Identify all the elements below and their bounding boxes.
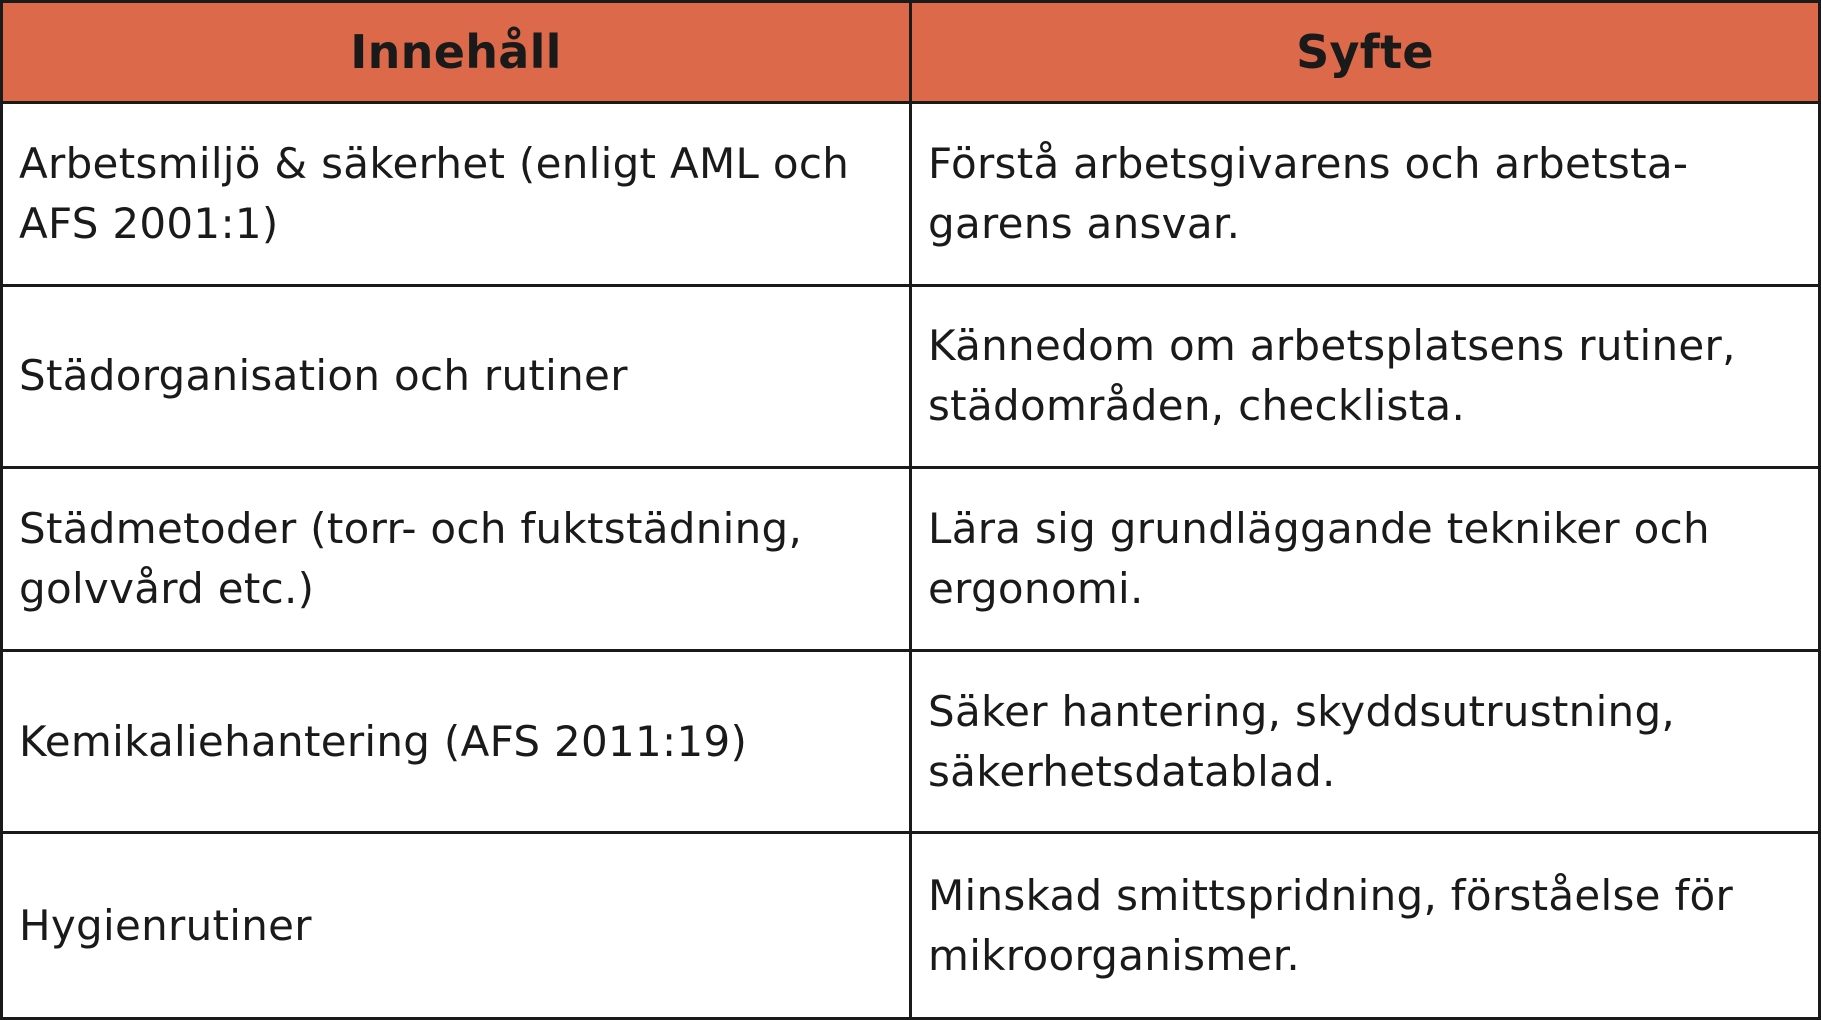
header-content: Innehåll: [3, 3, 912, 104]
row-3-content: Städmetoder (torr- och fuktstädning, golvvård etc.): [3, 469, 912, 652]
row-5-content: Hygienrutiner: [3, 834, 912, 1017]
row-1-purpose: Förstå arbetsgivarens och arbetsta- garens ansvar.: [912, 104, 1818, 287]
row-2-content: Städorganisation och rutiner: [3, 287, 912, 470]
row-1-content: Arbetsmiljö & säkerhet (enligt AML och AFS 2001:1): [3, 104, 912, 287]
header-purpose: Syfte: [912, 3, 1818, 104]
row-3-purpose: Lära sig grundläggande tekniker och ergonomi.: [912, 469, 1818, 652]
row-5-purpose: Minskad smittspridning, förståelse för mikroorganismer.: [928, 870, 1734, 980]
row-2-purpose: Kännedom om arbetsplatsens rutiner, städområden, checklista.: [912, 287, 1818, 470]
row-4-purpose: Säker hantering, skyddsutrustning, säkerhetsdatablad.: [912, 652, 1818, 835]
row-4-content: Kemikaliehantering (AFS 2011:19): [3, 652, 912, 835]
